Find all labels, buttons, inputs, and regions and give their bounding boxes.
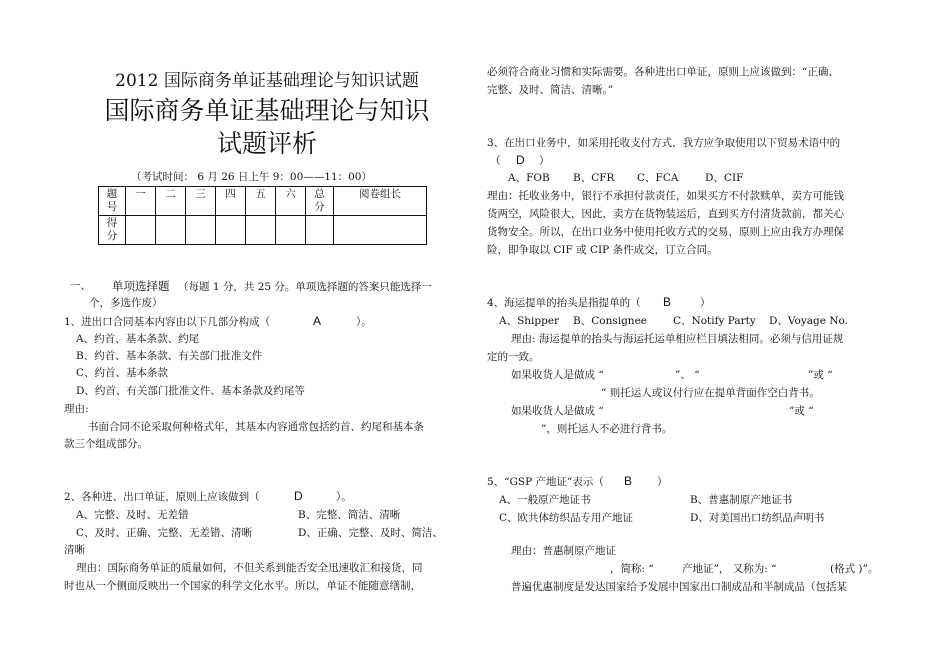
q4-line3-b: ”或 “ — [789, 405, 814, 417]
q4-close: ） — [700, 297, 711, 309]
q1-option-c: C、约首、基本条款 — [76, 367, 169, 379]
score-cell-5: 五 — [246, 187, 276, 216]
q4-reason-2: 定的一致。 — [487, 351, 540, 363]
score-blank — [156, 216, 186, 245]
score-cell-total: 总 分 — [306, 187, 334, 216]
score-blank — [276, 216, 306, 245]
q3-paren-open: （ — [490, 155, 501, 167]
q2-reason-4: 完整、及时、简洁、清晰。” — [487, 84, 614, 96]
q1-option-b: B、约首、基本条款、有关部门批准文件 — [76, 350, 263, 362]
score-table-header-row — [99, 187, 427, 216]
q5-reason-2a: ，简称: “ — [610, 563, 654, 575]
q4-stem: 4、海运提单的抬头是指提单的（ — [487, 297, 641, 309]
q2-option-d: D、正确、完整、及时、简洁、 — [298, 527, 443, 539]
q3-option-d: D、CIF — [705, 172, 744, 184]
q4-option-c: C、Notify Party — [673, 315, 756, 327]
score-blank — [216, 216, 246, 245]
doc-title-line2: 国际商务单证基础理论与知识 — [104, 96, 430, 125]
q5-answer: B — [624, 474, 633, 488]
score-blank — [186, 216, 216, 245]
q2-option-a: A、完整、及时、无差错 — [76, 509, 189, 521]
q5-reason-3: 普遍优惠制度是发达国家给予发展中国家出口制成品和半制成品（包括某 — [511, 581, 847, 593]
q3-option-a: A、FOB — [508, 172, 550, 184]
q4-option-b: B、Consignee — [573, 315, 647, 327]
doc-title-line1: 2012 国际商务单证基础理论与知识试题 — [115, 71, 419, 91]
q1-close: ）。 — [356, 316, 372, 328]
q4-line1-b: ”、 “ — [675, 369, 700, 381]
score-blank — [306, 216, 334, 245]
q4-reason-1: 理由: 海运提单的抬头与海运托运单相应栏目填法相同。必须与信用证规 — [511, 333, 844, 345]
section-number: 一、 — [70, 280, 91, 292]
q4-line2: ” 则托运人或议付行应在提单背面作空白背书。 — [601, 387, 820, 399]
q4-line3-a: 如果收货人是做成 “ — [511, 405, 604, 417]
q2-option-d-2: 清晰 — [64, 544, 85, 556]
q5-reason-2c: (格式 )”。 — [830, 563, 879, 575]
score-blank — [334, 216, 427, 245]
q2-reason-1: 理由：国际商务单证的质量如何，不但关系到能否安全迅速收汇和接货，同 — [76, 562, 423, 574]
score-table-score-row — [99, 216, 427, 245]
q1-option-a: A、约首、基本条款、约尾 — [76, 333, 200, 345]
score-blank — [246, 216, 276, 245]
q2-reason-3: 必须符合商业习惯和实际需要。各种进出口单证，原则上应该做到：“正确、 — [487, 66, 839, 78]
score-cell-1: 一 — [126, 187, 156, 216]
q4-option-a: A、Shipper — [499, 315, 560, 327]
section-desc-2: 个，多选作废） — [89, 297, 163, 309]
q3-option-b: B、CFR — [573, 172, 615, 184]
q2-stem: 2、各种进、出口单证，原则上应该做到（ — [64, 491, 260, 503]
q1-reason-label: 理由: — [64, 403, 89, 415]
section-desc: （每题 1 分，共 25 分。单项选择题的答案只能选择一 — [178, 281, 432, 293]
q3-answer: D — [516, 153, 525, 167]
q1-reason-1: 书面合同不论采取何种格式年，其基本内容通常包括约首、约尾和基本条 — [88, 421, 424, 433]
q2-option-b: B、完整、简洁、清晰 — [298, 509, 401, 521]
score-cell-label: 得 分 — [99, 216, 126, 245]
q2-option-c: C、及时、正确、完整、无差错、清晰 — [76, 527, 253, 539]
q4-option-d: D、Voyage No. — [769, 315, 848, 327]
q1-option-d: D、约首、有关部门批准文件、基本条款及约尾等 — [76, 385, 305, 397]
q5-stem: 5、“GSP 产地证”表示（ — [487, 476, 604, 488]
q3-reason-1: 理由：托收业务中，银行不承担付款责任，如果买方不付款赎单，卖方可能钱 — [487, 190, 844, 202]
q1-stem: 1、进出口合同基本内容由以下几部分构成（ — [64, 316, 271, 328]
score-cell-2: 二 — [156, 187, 186, 216]
q4-answer: B — [663, 295, 672, 309]
q3-reason-2: 货两空，风险很大，因此，卖方在货物装运后，直到买方付清货款前，都关心 — [487, 208, 844, 220]
q1-answer: A — [313, 314, 322, 328]
q5-option-d: D、对美国出口纺织品声明书 — [690, 512, 825, 524]
score-table — [98, 186, 427, 245]
score-cell-4: 四 — [216, 187, 246, 216]
exam-time: （考试时间： 6 月 26 日上午 9：00——11：00） — [131, 171, 372, 183]
score-cell-3: 三 — [186, 187, 216, 216]
q4-line1-c: ”或 “ — [808, 369, 833, 381]
q4-line1-a: 如果收货人是做成 “ — [511, 369, 604, 381]
q2-close: ）。 — [336, 491, 352, 503]
q5-close: ） — [657, 476, 668, 488]
q2-answer: D — [294, 489, 303, 503]
score-cell-question-no: 题 号 — [99, 187, 126, 216]
q3-option-c: C、FCA — [637, 172, 679, 184]
score-cell-leader: 阅卷组长 — [334, 187, 427, 216]
doc-title-line3: 试题评析 — [216, 129, 317, 158]
q5-reason-2b: 产地证”， 又称为: “ — [682, 563, 777, 575]
q4-line4: ”，则托运人不必进行背书。 — [541, 423, 673, 435]
q5-reason-1: 理由：普惠制原产地证 — [511, 545, 616, 557]
q5-option-c: C、欧共体纺织品专用产地证 — [499, 512, 634, 524]
q1-reason-2: 款三个组成部分。 — [64, 438, 148, 450]
score-cell-6: 六 — [276, 187, 306, 216]
q5-option-b: B、普惠制原产地证书 — [690, 494, 793, 506]
q3-reason-4: 险，即争取以 CIF 或 CIP 条件成交，订立合同。 — [487, 244, 718, 256]
section-title: 单项选择题 — [112, 279, 170, 293]
q3-reason-3: 货物安全。所以，在出口业务中使用托收方式的交易，原则上应由我方办理保 — [487, 226, 844, 238]
q3-stem: 3、在出口业务中，如采用托收支付方式，我方应争取使用以下贸易术语中的 — [487, 137, 841, 149]
q2-reason-2: 时也从一个侧面反映出一个国家的科学文化水平。所以，单证不能随意缮制， — [64, 580, 421, 592]
q5-option-a: A、一般原产地证书 — [499, 494, 591, 506]
q3-paren-close: ） — [539, 155, 550, 167]
score-blank — [126, 216, 156, 245]
